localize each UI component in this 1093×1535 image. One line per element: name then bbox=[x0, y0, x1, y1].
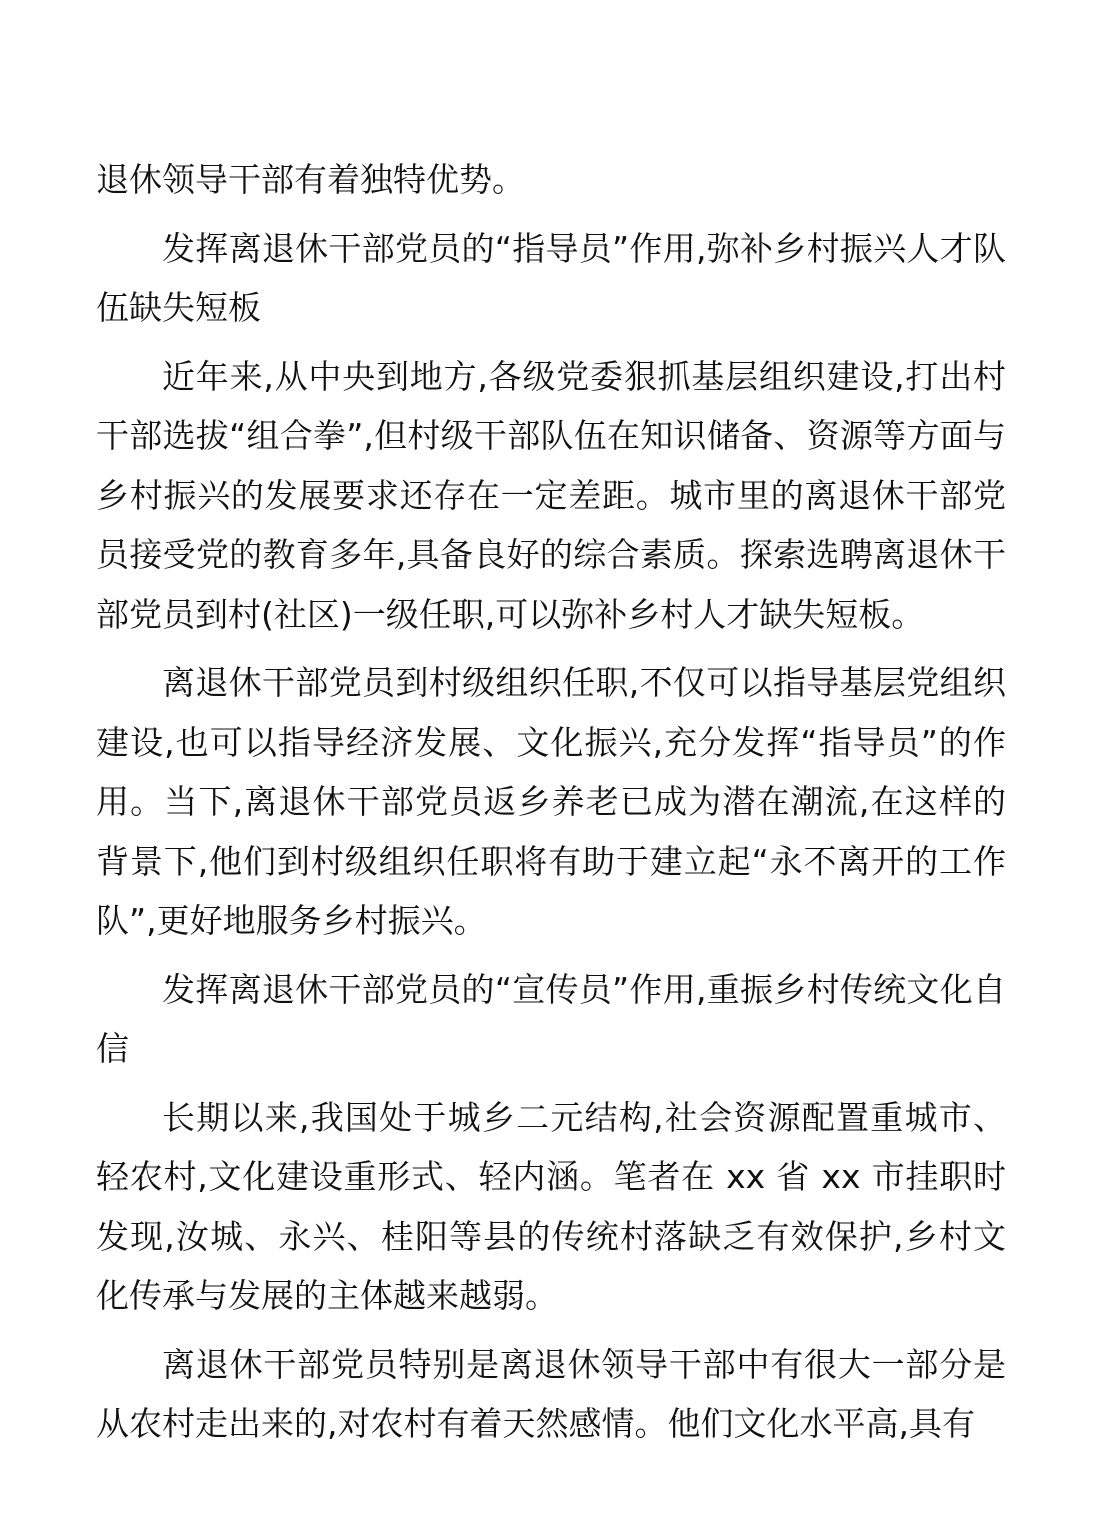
paragraph: 退休领导干部有着独特优势。 bbox=[96, 160, 525, 199]
paragraph: 离退休干部党员特别是离退休领导干部中有很大一部分是从农村走出来的,对农村有着天然感情。他们文化水平高,具有 bbox=[96, 1344, 1006, 1443]
section-heading: 发挥离退休干部党员的“指导员”作用,弥补乡村振兴人才队伍缺失短板 bbox=[96, 228, 1006, 327]
section-heading: 发挥离退休干部党员的“宣传员”作用,重振乡村传统文化自信 bbox=[96, 969, 1006, 1068]
document-body bbox=[96, 150, 1006, 1454]
paragraph: 近年来,从中央到地方,各级党委狠抓基层组织建设,打出村干部选拔“组合拳”,但村级干部队伍在知识储备、资源等方面与乡村振兴的发展要求还存在一定差距。城市里的离退休干部党员接受党的教育多年,具备良好的综合素质。探索选聘离退休干部党员到村(社区)一级任职,可以弥补乡村人才缺失短板。 bbox=[96, 356, 1006, 634]
paragraph: 离退休干部党员到村级组织任职,不仅可以指导基层党组织建设,也可以指导经济发展、文化振兴,充分发挥“指导员”的作用。当下,离退休干部党员返乡养老已成为潜在潮流,在这样的背景下,他们到村级组织任职将有助于建立起“永不离开的工作队”,更好地服务乡村振兴。 bbox=[96, 663, 1007, 940]
paragraph: 长期以来,我国处于城乡二元结构,社会资源配置重城市、轻农村,文化建设重形式、轻内涵。笔者在 xx 省 xx 市挂职时发现,汝城、永兴、桂阳等县的传统村落缺乏有效保护,乡村文化传承与发展的主体越来越弱。 bbox=[96, 1097, 1006, 1315]
